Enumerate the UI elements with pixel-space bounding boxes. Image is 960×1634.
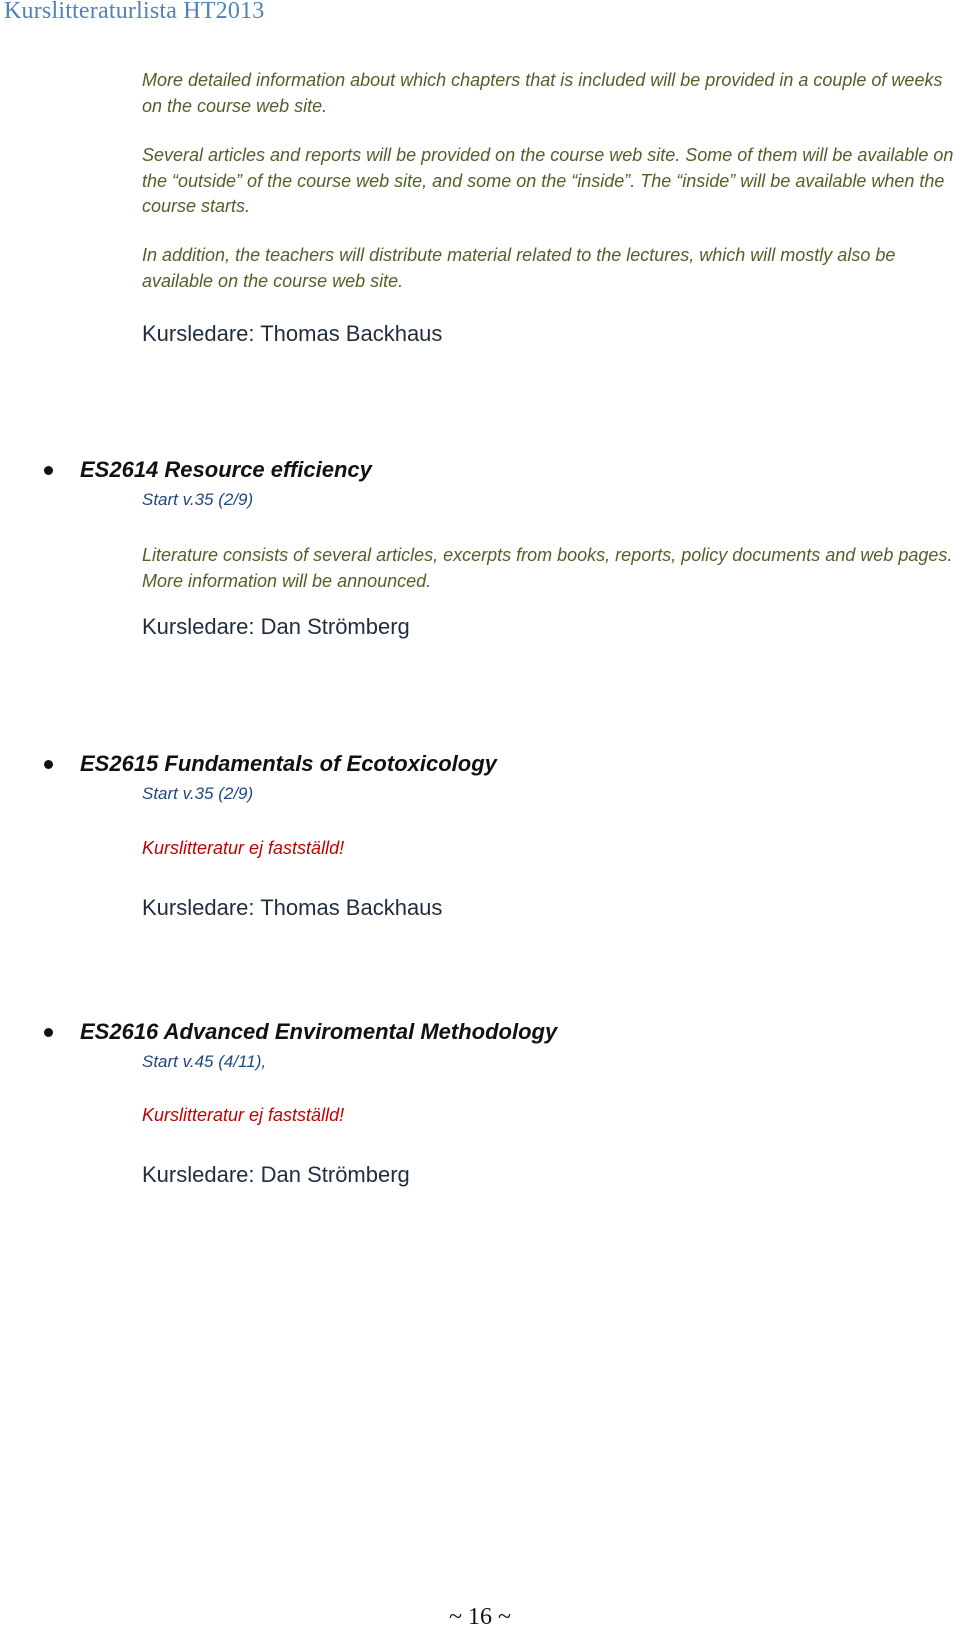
course-start: Start v.35 (2/9)	[142, 784, 254, 803]
course-title: ES2615 Fundamentals of Ecotoxicology	[80, 751, 497, 776]
course-leader: Kursledare: Thomas Backhaus	[142, 321, 443, 346]
bullet-icon	[44, 466, 53, 475]
course-title: ES2616 Advanced Enviromental Methodology	[80, 1019, 558, 1044]
course-title: ES2614 Resource efficiency	[80, 457, 372, 482]
literature-not-set-warning: Kurslitteratur ej fastställd!	[142, 1105, 345, 1125]
intro-paragraph-teachers: In addition, the teachers will distribute material related to the lectures, which will mostly also be available on the course web site.	[142, 245, 896, 291]
course-literature: Literature consists of several articles, excerpts from books, reports, policy documents and web pages. More information will be announced.	[142, 545, 953, 591]
course-start: Start v.45 (4/11),	[142, 1052, 267, 1071]
intro-paragraph-chapters: More detailed information about which chapters that is included will be provided in a couple of weeks on the course web site.	[142, 70, 943, 116]
course-start: Start v.35 (2/9)	[142, 490, 254, 509]
bullet-icon	[44, 760, 53, 769]
document-header: Kurslitteraturlista HT2013	[4, 0, 265, 24]
literature-not-set-warning: Kurslitteratur ej fastställd!	[142, 838, 345, 858]
page-number: ~ 16 ~	[449, 1604, 511, 1630]
intro-paragraph-articles: Several articles and reports will be provided on the course web site. Some of them will be available on the “outside” of the course web site, and some on the “inside”. The “inside” will be available when the course starts.	[142, 145, 954, 216]
course-leader: Kursledare: Dan Strömberg	[142, 1162, 410, 1187]
course-leader: Kursledare: Thomas Backhaus	[142, 895, 443, 920]
course-leader: Kursledare: Dan Strömberg	[142, 614, 410, 639]
bullet-icon	[44, 1028, 53, 1037]
